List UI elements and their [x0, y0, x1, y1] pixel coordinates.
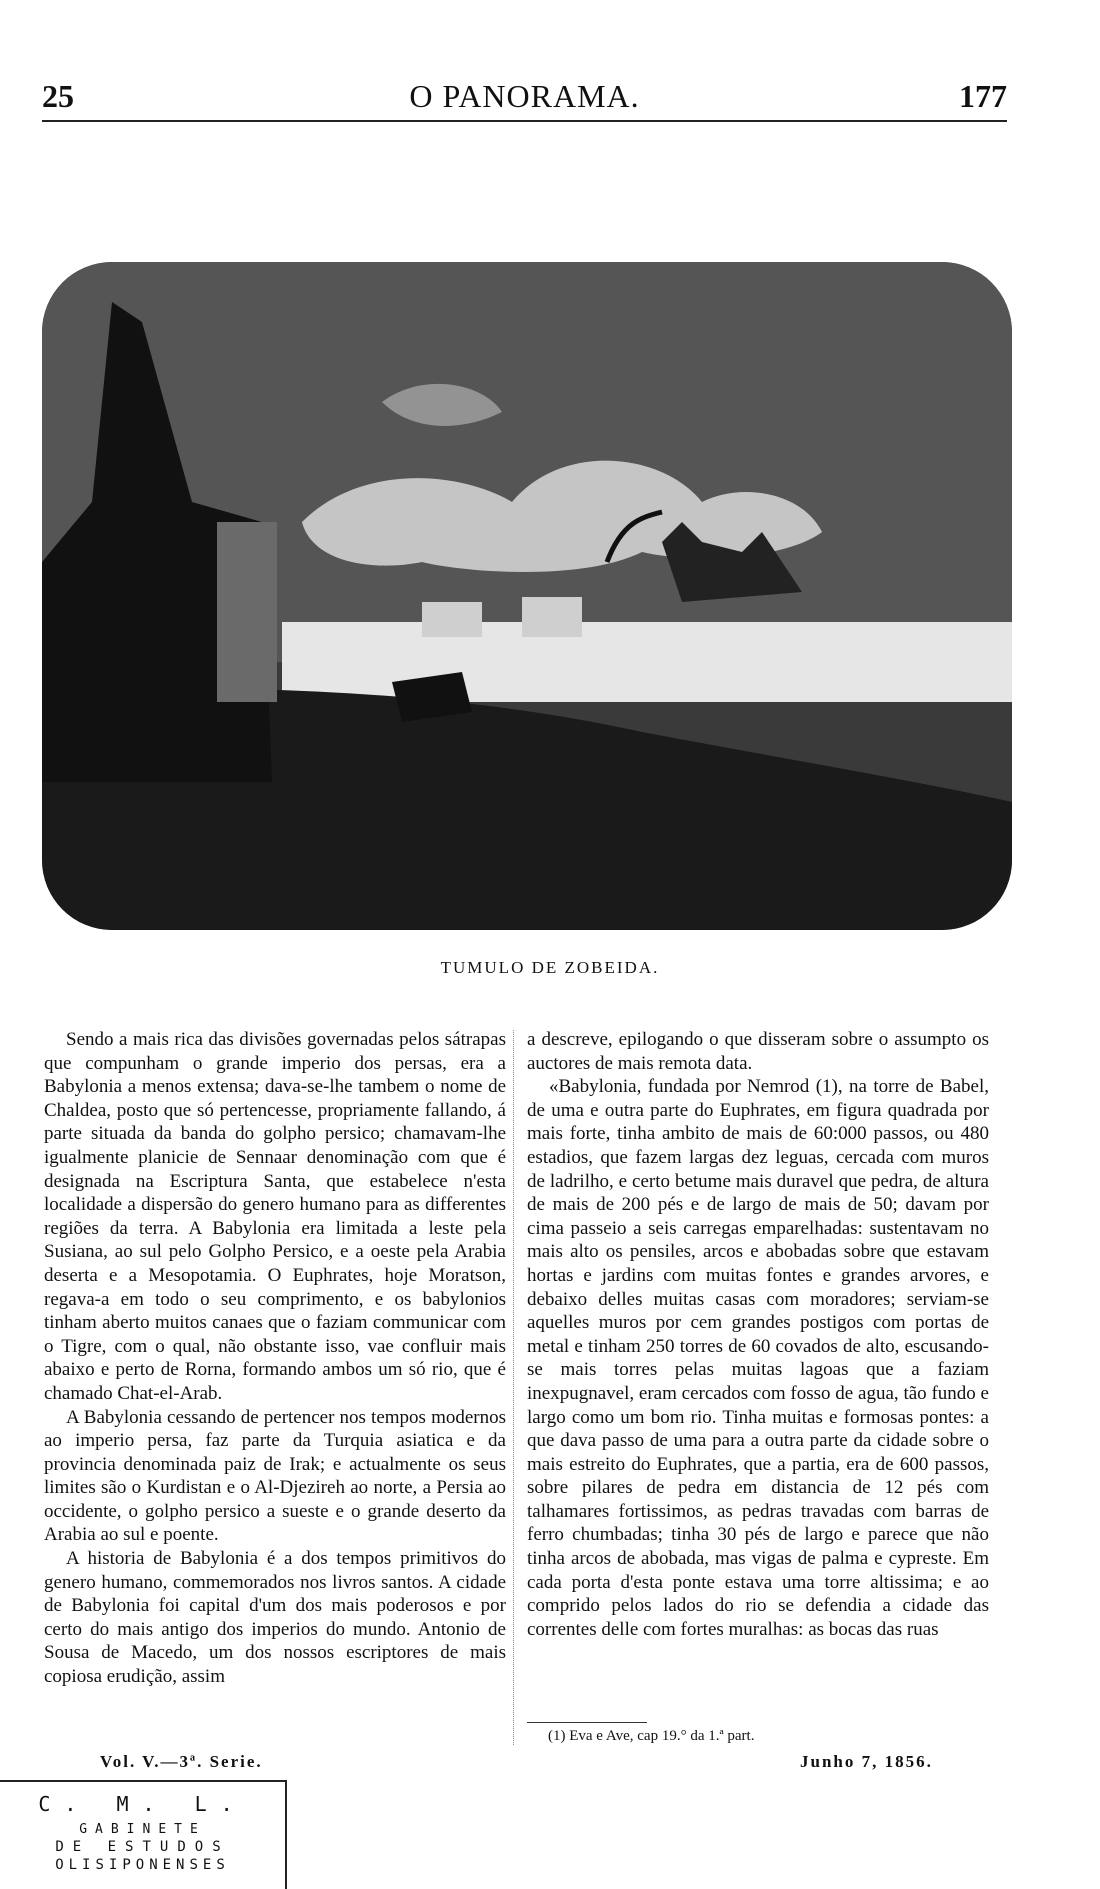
stamp-line: GABINETE — [79, 1822, 206, 1837]
stamp-line: OLISIPONENSES — [55, 1857, 230, 1873]
paragraph: Sendo a mais rica das divisões governadas pelos sátrapas que compunham o grande imperio dos persas, era a Babylonia a menos extensa; dava-se-lhe tambem o nome de Chaldea, posto que só pertencesse, propriamente fallando, á parte situada da banda do golpho persico; chamavam-lhe igualmente planicie de Sennaar denominação com que é designada na Escriptura Santa, que estabelece n'esta localidade a dispersão do genero humano para as differentes regiões da terra. A Babylonia era limitada a leste pela Susiana, ao sul pelo Golpho Persico, e a oeste pela Arabia deserta e a Mesopotamia. O Euphrates, hoje Moratson, regava-a em todo o seu comprimento, e os babylonios tinham aberto muitos canaes que o faziam communicar com o Tigre, com o qual, não obstante isso, vae confluir mais abaixo e perto de Rorna, formando ambos um só rio, que é chamado Chat-el-Arab. — [44, 1029, 506, 1404]
issue-date: Junho 7, 1856. — [800, 1752, 933, 1771]
page-header — [42, 78, 1007, 122]
paragraph: A historia de Babylonia é a dos tempos primitivos do genero humano, commemorados nos livros santos. A cidade de Babylonia foi capital d'um dos mais poderosos e por certo do mais antigo dos imperios do mundo. Antonio de Sousa de Macedo, um dos nossos escriptores de mais copiosa erudição, assim — [44, 1548, 506, 1688]
volume-series: Vol. V.—3ª. Serie. — [100, 1752, 263, 1771]
header-rule — [42, 120, 1007, 122]
footnote: (1) Eva e Ave, cap 19.° da 1.ª part. — [548, 1728, 755, 1744]
newspaper-title: O PANORAMA. — [409, 78, 640, 114]
illustration-caption: TUMULO DE ZOBEIDA. — [440, 958, 660, 977]
left-column — [44, 1028, 506, 1689]
stamp-line: DE ESTUDOS — [55, 1839, 230, 1855]
page-number-right: 177 — [959, 78, 1007, 114]
stamp-line: C. M. L. — [38, 1792, 247, 1816]
library-stamp — [0, 1780, 287, 1889]
page-number-left: 25 — [42, 78, 74, 114]
right-column — [527, 1028, 989, 1641]
paragraph: «Babylonia, fundada por Nemrod (1), na torre de Babel, de uma e outra parte do Euphrates, em figura quadrada por mais forte, tinha ambito de mais de 60:000 passos, ou 480 estadios, que fazem largas dez leguas, cercada com muros de ladrilho, e certo betume mais duravel que pedra, de altura de mais de 200 pés e de largo de mais de 50; davam por cima passeio a seis carregas emparelhadas: sustentavam no mais alto os pensiles, arcos e abobadas sobre que estavam hortas e jardins com muitas fontes e grandes arvores, e debaixo delles muitas casas com moradores; serviam-se aquelles muros por cem grandes postigos com portas de metal e tinham 250 torres de 60 covados de alto, escusando-se mais torres pelas muitas lagoas que a faziam inexpugnavel, eram cercados com fosso de agua, tão fundo e largo como um bom rio. Tinha muitas e formosas pontes: a que dava passo de uma para a outra parte da cidade sobre o mais estreito do Euphrates, que a partia, era de 600 passos, sobre pilares de pedra em distancia de 12 pés com talhamares fortissimos, as pedras travadas com barras de ferro chumbadas; tinha 30 pés de largo e parece que não tinha arcos de abobada, mas vigas de palma e cypreste. Em cada porta d'esta ponte estava uma torre altissima; e ao comprido pelos lados do rio se defendia a cidade das correntes delle com fortes muralhas: as bocas das ruas — [527, 1076, 989, 1640]
engraving-illustration — [42, 262, 1012, 930]
paragraph: A Babylonia cessando de pertencer nos tempos modernos ao imperio persa, faz parte da Turquia asiatica e da provincia denominada paiz de Irak; e actualmente os seus limites são o Kurdistan e o Al-Djezireh ao norte, a Persia ao occidente, o golpho persico a sueste e o grande deserto da Arabia ao sul e poente. — [44, 1406, 506, 1546]
paragraph: a descreve, epilogando o que disseram sobre o assumpto os auctores de mais remota data. — [527, 1029, 989, 1074]
footnote-rule — [527, 1722, 647, 1723]
column-divider — [513, 1030, 514, 1745]
